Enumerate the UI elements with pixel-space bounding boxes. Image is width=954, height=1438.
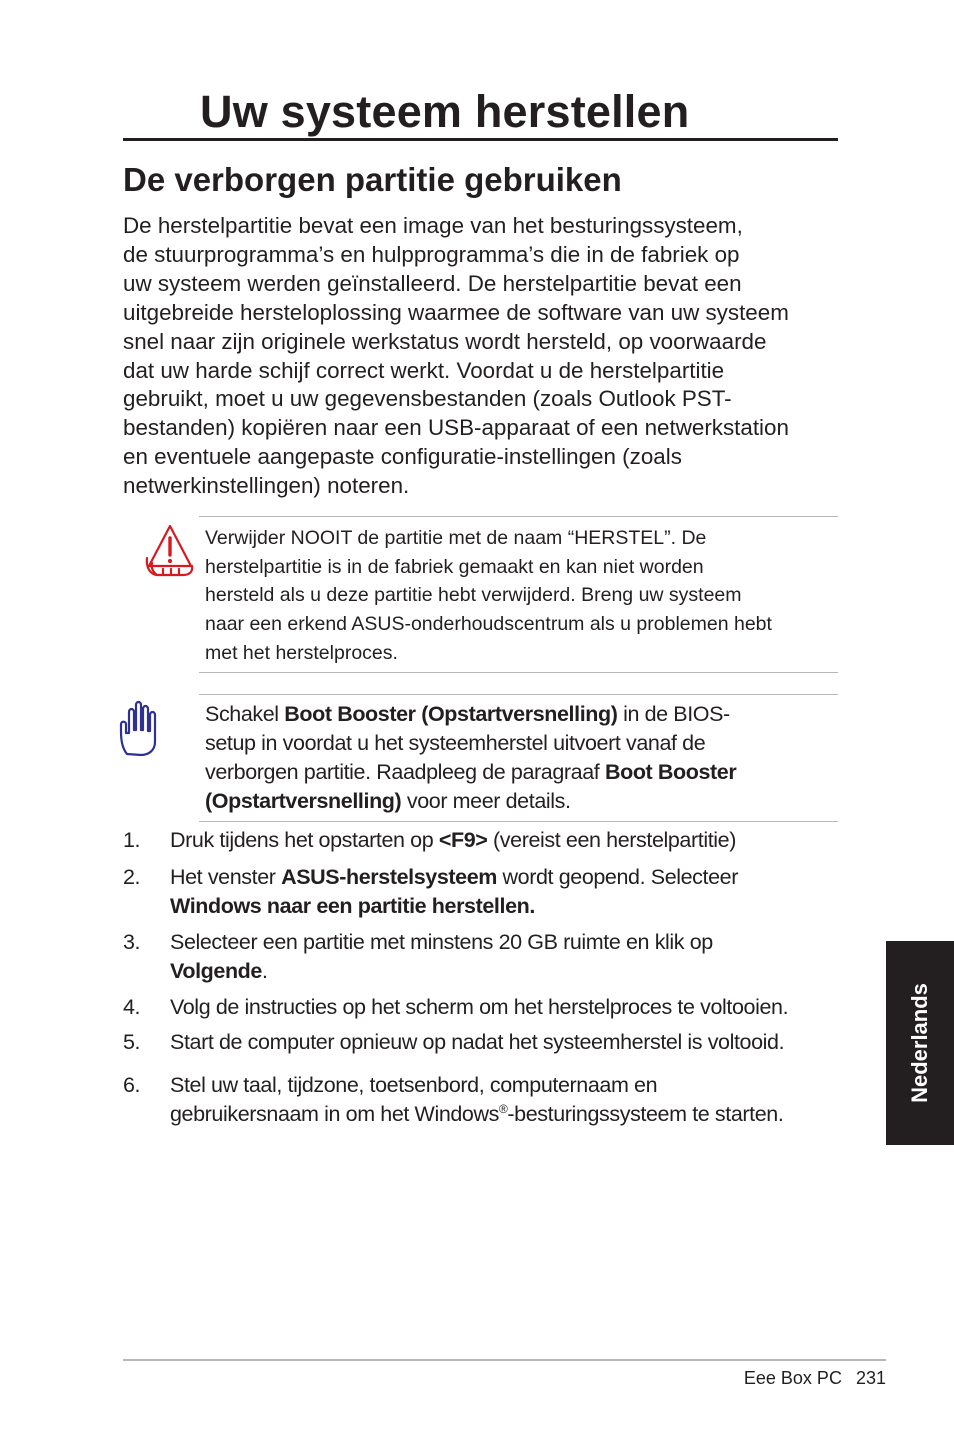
step-text: Selecteer een partitie met minstens 20 GB ruimte en klik op Volgende.	[170, 930, 713, 983]
step-text: Druk tijdens het opstarten op <F9> (vereist een herstelpartitie)	[170, 828, 736, 852]
warning-line: naar een erkend ASUS-onderhoudscentrum als u problemen hebt	[205, 613, 772, 636]
warning-note	[199, 516, 838, 673]
step-number: 5.	[123, 1030, 141, 1054]
step-text: Volg de instructies op het scherm om het herstelproces te voltooien.	[170, 995, 789, 1019]
intro-line: bestanden) kopiëren naar een USB-apparaat of een netwerkstation	[123, 415, 789, 441]
intro-line: uitgebreide hersteloplossing waarmee de software van uw systeem	[123, 299, 789, 325]
info-line: verborgen partitie. Raadpleeg de paragraaf Boot Booster	[205, 760, 737, 784]
info-line: setup in voordat u het systeemherstel uitvoert vanaf de	[205, 731, 706, 755]
step-number: 2.	[123, 865, 141, 889]
section-heading: De verborgen partitie gebruiken	[123, 161, 622, 198]
page-number: 231	[855, 1368, 886, 1388]
step-number: 3.	[123, 930, 141, 954]
warning-line: hersteld als u deze partitie hebt verwijderd. Breng uw systeem	[205, 584, 742, 607]
intro-line: de stuurprogramma’s en hulpprogramma’s die in de fabriek op	[123, 241, 740, 267]
footer-product: Eee Box PC	[743, 1368, 842, 1388]
intro-line: dat uw harde schijf correct werkt. Voordat u de herstelpartitie	[123, 357, 725, 383]
intro-line: snel naar zijn originele werkstatus wordt hersteld, op voorwaarde	[123, 328, 767, 354]
page-footer	[744, 1367, 886, 1389]
info-line: (Opstartversnelling) voor meer details.	[205, 789, 571, 813]
step-number: 6.	[123, 1073, 141, 1097]
warning-text	[205, 524, 772, 668]
step-text: Stel uw taal, tijdzone, toetsenbord, computernaam en gebruikersnaam in om het Windows®-besturingssysteem te starten.	[170, 1073, 784, 1126]
step-text: Start de computer opnieuw op nadat het systeemherstel is voltooid.	[170, 1030, 785, 1054]
footer-divider	[123, 1359, 886, 1361]
warning-line: herstelpartitie is in de fabriek gemaakt en kan niet worden	[205, 555, 704, 578]
step-number: 1.	[123, 828, 141, 852]
language-tab	[886, 941, 954, 1145]
intro-line: en eventuele aangepaste configuratie-instellingen (zoals	[123, 444, 682, 470]
page-title: Uw systeem herstellen	[200, 86, 690, 137]
info-note	[199, 694, 838, 822]
hand-icon	[119, 700, 163, 758]
intro-line: netwerkinstellingen) noteren.	[123, 473, 410, 499]
step-number: 4.	[123, 995, 141, 1019]
warning-line: Verwijder NOOIT de partitie met de naam “HERSTEL”. De	[205, 527, 707, 549]
warning-hand-icon	[143, 522, 195, 578]
intro-paragraph	[123, 212, 838, 501]
intro-line: gebruikt, moet u uw gegevensbestanden (zoals Outlook PST-	[123, 386, 732, 412]
title-divider	[123, 138, 838, 141]
language-tab-label: Nederlands	[907, 983, 932, 1103]
warning-line: met het herstelproces.	[205, 641, 398, 664]
info-line: Schakel Boot Booster (Opstartversnelling) in de BIOS-	[205, 702, 730, 726]
intro-line: uw systeem werden geïnstalleerd. De herstelpartitie bevat een	[123, 270, 742, 296]
step-text: Het venster ASUS-herstelsysteem wordt geopend. Selecteer Windows naar een partitie herstellen.	[170, 865, 738, 918]
intro-line: De herstelpartitie bevat een image van het besturingssysteem,	[123, 213, 743, 238]
info-text	[205, 700, 736, 816]
